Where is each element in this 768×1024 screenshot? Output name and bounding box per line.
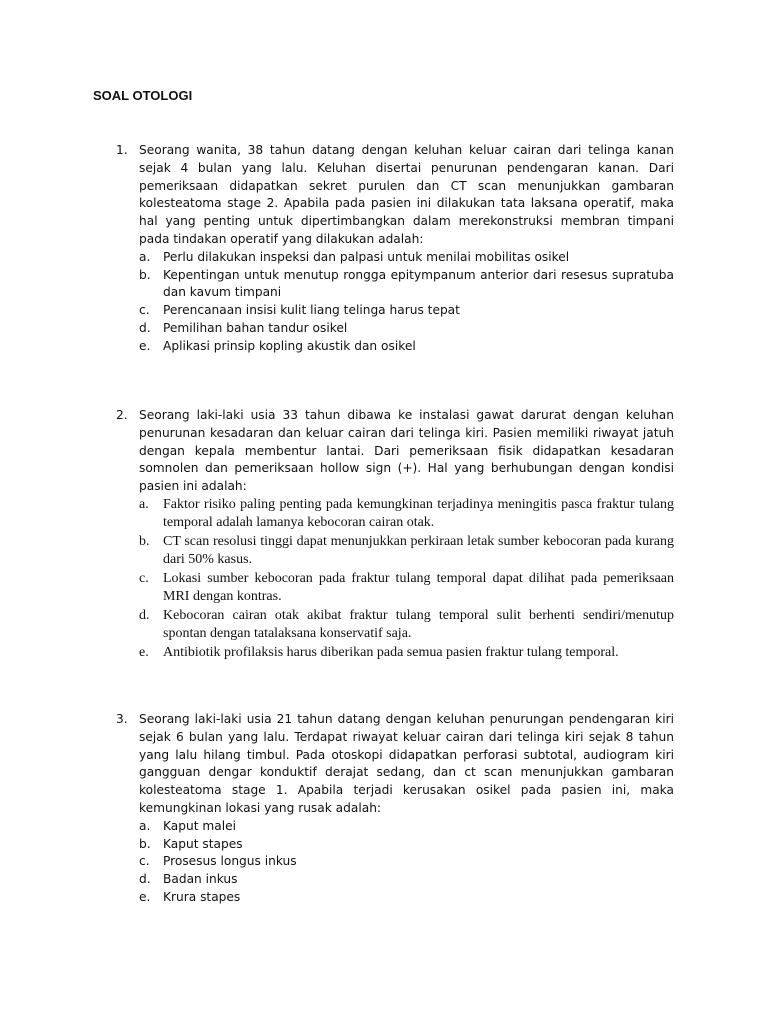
option-letter: c. [139, 303, 150, 318]
option-b [139, 836, 674, 854]
option-e [139, 889, 674, 907]
option-text: CT scan resolusi tinggi dapat menunjukkan perkiraan letak sumber kebocoran pada kurang dari 50% kasus. [163, 533, 674, 568]
option-c [139, 302, 674, 320]
option-d [139, 320, 674, 338]
question-number: 3. [116, 712, 128, 726]
option-text: Aplikasi prinsip kopling akustik dan osikel [163, 338, 416, 353]
option-d [139, 871, 674, 889]
option-letter: b. [139, 836, 151, 851]
option-a [139, 496, 674, 533]
option-c [139, 853, 674, 871]
question-stem: Seorang laki-laki usia 21 tahun datang dengan keluhan penurungan pendengaran kiri sejak 6 bulan yang lalu. Terdapat riwayat keluar cairan dari telinga kiri sejak 8 tahun yang lalu hilang timbul. Pada otoskopi didapatkan perforasi subtotal, audiogram kiri gangguan dengar konduktif derajat sedang, dan ct scan menunjukkan gambaran kolesteatoma stage 1. Apabila terjadi kerusakan osikel pada pasien ini, maka kemungkinan lokasi yang rusak adalah: [139, 712, 674, 815]
option-text: Perencanaan insisi kulit liang telinga harus tepat [163, 303, 460, 318]
option-letter: e. [139, 644, 149, 660]
option-letter: c. [139, 570, 149, 586]
option-letter: d. [139, 607, 150, 623]
option-text: Prosesus longus inkus [163, 854, 297, 869]
option-text: Antibiotik profilaksis harus diberikan pada semua pasien fraktur tulang temporal. [163, 644, 619, 660]
option-letter: b. [139, 267, 151, 282]
option-text: Kaput malei [163, 818, 236, 833]
option-letter: a. [139, 249, 151, 264]
option-letter: d. [139, 872, 151, 887]
option-letter: d. [139, 320, 151, 335]
option-letter: b. [139, 533, 150, 549]
option-text: Krura stapes [163, 889, 241, 904]
option-letter: a. [139, 496, 149, 512]
option-text: Kepentingan untuk menutup rongga epitympanum anterior dari resesus supratuba dan kavum timpani [163, 267, 674, 300]
page-title: SOAL OTOLOGI [93, 88, 193, 103]
option-letter: c. [139, 854, 150, 869]
option-e [139, 338, 674, 356]
question-1 [116, 142, 674, 356]
question-number: 1. [116, 143, 128, 157]
option-b [139, 267, 674, 303]
option-text: Kaput stapes [163, 836, 243, 851]
option-a [139, 249, 674, 267]
option-b [139, 533, 674, 570]
option-text: Pemilihan bahan tandur osikel [163, 320, 348, 335]
option-e [139, 644, 674, 663]
option-letter: e. [139, 338, 151, 353]
option-text: Badan inkus [163, 872, 238, 887]
question-2 [116, 407, 674, 662]
option-letter: a. [139, 818, 151, 833]
option-c [139, 570, 674, 607]
question-stem: Seorang laki-laki usia 33 tahun dibawa ke instalasi gawat darurat dengan keluhan penurunan kesadaran dan keluar cairan dari telinga kiri. Pasien memiliki riwayat jatuh dengan kepala membentur lantai. Dari pemeriksaan fisik didapatkan kesadaran somnolen dan pemeriksaan hollow sign (+). Hal yang berhubungan dengan kondisi pasien ini adalah: [139, 408, 674, 494]
option-text: Kebocoran cairan otak akibat fraktur tulang temporal sulit berhenti sendiri/menutup spontan dengan tatalaksana konservatif saja. [163, 607, 674, 642]
option-d [139, 607, 674, 644]
option-text: Faktor risiko paling penting pada kemungkinan terjadinya meningitis pasca fraktur tulang temporal adalah lamanya kebocoran cairan otak. [163, 496, 674, 531]
option-text: Lokasi sumber kebocoran pada fraktur tulang temporal dapat dilihat pada pemeriksaan MRI dengan kontras. [163, 570, 674, 605]
option-text: Perlu dilakukan inspeksi dan palpasi untuk menilai mobilitas osikel [163, 249, 570, 264]
question-3 [116, 711, 674, 907]
option-list [139, 496, 674, 663]
question-stem: Seorang wanita, 38 tahun datang dengan keluhan keluar cairan dari telinga kanan sejak 4 bulan yang lalu. Keluhan disertai penurunan pendengaran kanan. Dari pemeriksaan didapatkan sekret purulen dan CT scan menunjukkan gambaran kolesteatoma stage 2. Apabila pada pasien ini dilakukan tata laksana operatif, maka hal yang penting untuk dipertimbangkan dalam merekonstruksi membran timpani pada tindakan operatif yang dilakukan adalah: [139, 143, 674, 246]
option-a [139, 818, 674, 836]
option-list [139, 249, 674, 356]
option-list [139, 818, 674, 907]
option-letter: e. [139, 889, 151, 904]
question-number: 2. [116, 408, 128, 422]
